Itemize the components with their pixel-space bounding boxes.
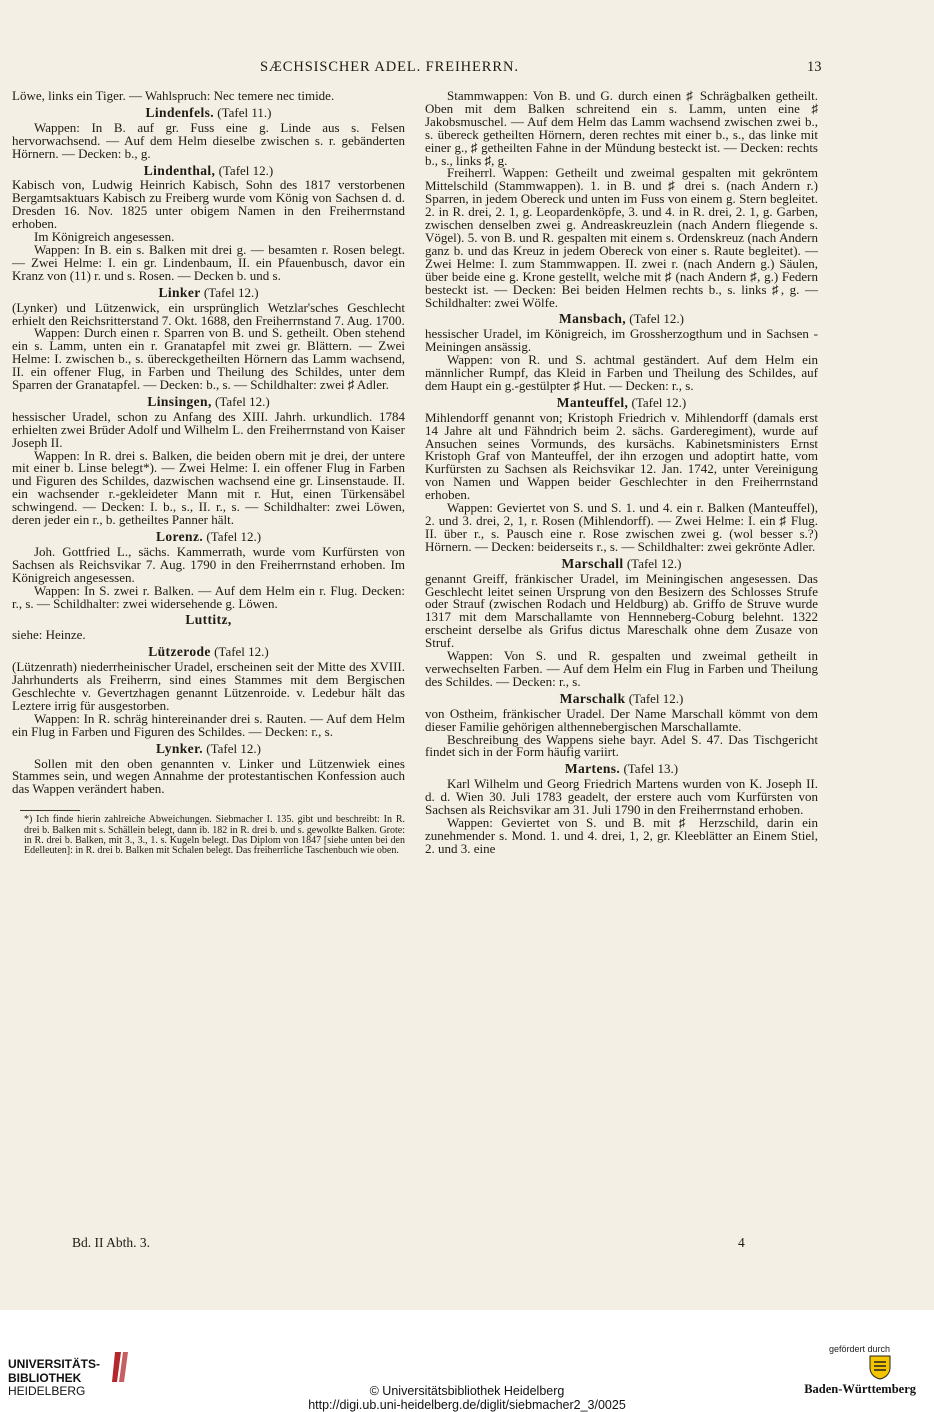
paragraph: Wappen: Durch einen r. Sparren von B. und S. getheilt. Oben stehend ein s. Lamm, unten ein r. Granatapfel mit zwei gr. Blättern. — Zwei Helme: I. zwischen b., s. übereckgetheilten Hörnern das Lamm wachsend, II. ein offener Flug, in Farben und Theilung des Schildes, unter dem Sparren der Granatapfel. — Decken: b., s. — Schildhalter: zwei ♯ Adler.	[12, 325, 405, 393]
signature-line	[0, 1235, 934, 1255]
university-name: UNIVERSITÄTS- BIBLIOTHEK HEIDELBERG	[8, 1357, 101, 1398]
footer-bar	[0, 1310, 934, 1411]
paragraph: siehe: Heinze.	[12, 627, 86, 643]
running-header	[0, 53, 934, 79]
entry-heading: Lindenthal, (Tafel 12.)	[143, 162, 274, 178]
entry-heading: Mansbach, (Tafel 12.)	[559, 311, 684, 327]
paragraph: (Lützenrath) niederrheinischer Uradel, erscheinen seit der Mitte des XVIII. Jahrhunderts als Freiherrn, sind eines Stammes mit dem Bergischen Geschlechte v. Gevertzhagen genannt Lützenroide. v. Ledebur hält das Leztere irrig für ausgestorben.	[12, 659, 405, 713]
paragraph: Mihlendorff genannt von; Kristoph Friedrich v. Mihlendorff (damals erst 14 Jahre alt und Fähndrich beim 2. sächs. Garderegiment), wurde auf Ansuchen seines Vormunds, des kursächs. Kabinetsministers Ernst Kristoph Graf von Manteuffel, der ihn erzogen und adoptirt hatte, vom Kurfürsten zu Sachsen als Reichsvikar 12. Jan. 1742, unter Vereinigung von Namen und Wappen beider Geschlechter in den Freiherrnstand erhoben.	[425, 409, 818, 503]
gathering-number: 4	[738, 1235, 745, 1250]
entry-heading: Lützerode (Tafel 12.)	[148, 644, 269, 660]
entry-heading: Luttitz,	[185, 612, 232, 628]
entry-heading: Marschalk (Tafel 12.)	[559, 690, 684, 706]
volume-signature: Bd. II Abth. 3.	[72, 1235, 151, 1250]
paragraph: hessischer Uradel, im Königreich, im Grossherzogthum und in Sachsen - Meiningen ansässig.	[425, 326, 818, 355]
paragraph: Wappen: Geviertet von S. und S. 1. und 4. ein r. Balken (Manteuffel), 2. und 3. drei, 2, 1, r. Rosen (Mihlendorff). — Zwei Helme: I. ein ♯ Flug. II. über r., s. Pausch eine r. Rose zwischen zwei g. (wol besser s.?) Hörnern. — Decken: beiderseits r., s. — Schildhalter: zwei gekrönte Adler.	[425, 500, 818, 554]
entry-heading: Marschall (Tafel 12.)	[561, 555, 682, 571]
paragraph: Im Königreich angesessen.	[34, 229, 175, 245]
paragraph: Beschreibung des Wappens siehe bayr. Adel S. 47. Das Tischgericht findet sich in der Form häufig variirt.	[425, 731, 818, 760]
paragraph: genannt Greiff, fränkischer Uradel, im Meiningischen angesessen. Das Geschlecht leitet seinen Ursprung von den Besizern des Schlosses Strufe oder Strauf (zwischen Rodach und Heldburg) ab. Griffo de Struve wurde 1317 mit dem Marschallamte von Hennneberg-Coburg belehnt. 1322 erscheint derselbe als Grifus dictus Mareschalk ohne dem Zusaze von Struf.	[425, 570, 818, 651]
entry-heading: Lindenfels. (Tafel 11.)	[145, 104, 272, 120]
left-column	[12, 90, 405, 857]
entry-heading: Linker (Tafel 12.)	[158, 284, 259, 300]
paragraph: Wappen: In R. drei s. Balken, die beiden obern mit je drei, der untere mit einer b. Linse belegt*). — Zwei Helme: I. ein offener Flug in Farben und Figuren des Schildes, dazwischen wachsend eine gr. Linsenstaude. II. ein wachsender r.-gekleideter Mann mit r. Hut, einen Türkensäbel schwingend. — Decken: I. b., s., II. r., s. — Schildhalter: zwei Löwen, deren jeder ein r., b. getheiltes Panner hält.	[12, 447, 405, 528]
footnote-rule	[20, 810, 80, 811]
paragraph: (Lynker) und Lützenwick, ein ursprünglich Wetzlar'sches Geschlecht erhielt den Reichsritterstand 7. Okt. 1688, den Freiherrnstand 7. Aug. 1700.	[12, 299, 405, 328]
paragraph: von Ostheim, fränkischer Uradel. Der Name Marschall kömmt von dem dieser Familie gehörigen althennebergischen Marschallamte.	[425, 705, 818, 734]
paragraph: Sollen mit den oben genannten v. Linker und Lützenwiek eines Stammes sein, und wegen Annahme der protestantischen Konfession auch das Wappen verändert haben.	[12, 755, 405, 797]
paragraph: Stammwappen: Von B. und G. durch einen ♯ Schrägbalken getheilt. Oben mit dem Balken schreitend ein s. Lamm, unten eine ♯ Jakobsmuschel. — Auf dem Helm das Lamm wachsend zwischen zwei b., s. übereck getheilten Hörnern, deren rechtes mit einer b., s., das linke mit einer g., ♯ getheilten Fahne in der Mündung besteckt ist. — Decken: rechts b., s., links ♯, g.	[425, 88, 818, 168]
right-column	[425, 90, 818, 856]
paragraph: Wappen: In B. auf gr. Fuss eine g. Linde aus s. Felsen hervorwachsend. — Auf dem Helm dieselbe zwischen s. r. gebänderten Hörnern. — Decken: b., g.	[12, 119, 405, 161]
entry-heading: Manteuffel, (Tafel 12.)	[556, 394, 687, 410]
coat-of-arms-icon	[868, 1354, 892, 1380]
paragraph: Joh. Gottfried L., sächs. Kammerrath, wurde vom Kurfürsten von Sachsen als Reichsvikar 7. Aug. 1790 in den Freiherrnstand erhoben. Im Königreich angesessen.	[12, 543, 405, 585]
entry-heading: Lorenz. (Tafel 12.)	[155, 529, 262, 544]
sponsor-name: Baden-Württemberg	[804, 1382, 916, 1396]
paragraph: Wappen: Geviertet von S. und B. mit ♯ Herzschild, darin ein zunehmender s. Mond. 1. und 4. drei, 1, 2, gr. Kleeblätter an Einem Stiel, 2. und 3. eine	[425, 814, 818, 856]
paragraph: Wappen: In B. ein s. Balken mit drei g. — besamten r. Rosen belegt. — Zwei Helme: I. ein gr. Lindenbaum, II. ein Pfauenbusch, davor ein Kranz von (11) r. und s. Rosen. — Decken b. und s.	[12, 241, 405, 283]
running-title: SÆCHSISCHER ADEL. FREIHERRN.	[260, 59, 519, 75]
paragraph: hessischer Uradel, schon zu Anfang des XIII. Jahrh. urkundlich. 1784 erhielten zwei Brüder Adolf und Wilhelm L. den Freiherrnstand von Kaiser Joseph II.	[12, 408, 405, 450]
paragraph: Wappen: Von S. und R. gespalten und zweimal getheilt in verwechselten Farben. — Auf dem Helm ein Flug in Farben und Theilung des Schildes. — Decken: r., s.	[425, 648, 818, 689]
paragraph: Kabisch von, Ludwig Heinrich Kabisch, Sohn des 1817 verstorbenen Bergamtsaktuars Kabisch zu Freiberg wurde vom König von Sachsen d. d. Dresden 16. Nov. 1825 unter obigem Namen in den Freiherrnstand erhoben.	[12, 177, 405, 232]
paragraph: Karl Wilhelm und Georg Friedrich Martens wurden von K. Joseph II. d. d. Wien 30. Juli 1783 geadelt, der erstere auch vom Kurfürsten von Sachsen als Reichsvikar am 31. Juli 1790 in den Freiherrnstand erhoben.	[425, 776, 818, 818]
entry-heading: Linsingen, (Tafel 12.)	[147, 393, 270, 409]
paragraph: Wappen: In R. schräg hintereinander drei s. Rauten. — Auf dem Helm ein Flug in Farben und Figuren des Schildes. — Decken: r., s.	[12, 710, 405, 739]
page-number: 13	[807, 59, 822, 75]
paragraph: Wappen: In S. zwei r. Balken. — Auf dem Helm ein r. Flug. Decken: r., s. — Schildhalter: zwei widersehende g. Löwen.	[12, 582, 405, 611]
sponsor-label: gefördert durch	[828, 1344, 890, 1354]
entry-heading: Lynker. (Tafel 12.)	[156, 740, 261, 756]
paragraph: Löwe, links ein Tiger. — Wahlspruch: Nec temere nec timide.	[12, 88, 335, 103]
footnote: *) Ich finde hierin zahlreiche Abweichungen. Siebmacher I. 135. gibt und beschreibt: In R. drei b. Balken mit s. Schällein belegt, dann ib. 182 in R. drei b. und s. gewolkte Balken. Grote: in R. drei b. Balken, mit 3., 3., 1. s. Kugeln belegt. Das Diplom von 1847 [siehe unten bei den Edelleuten]: in R. drei b. Balken mit Schalen belegt. Das freiherrliche Taschenbuch wie oben.	[24, 814, 405, 857]
university-logo-icon	[112, 1350, 128, 1384]
copyright-notice: © Universitätsbibliothek Heidelberg http://digi.ub.uni-heidelberg.de/diglit/siebmacher2_3/0025	[0, 1384, 934, 1412]
paragraph: Freiherrl. Wappen: Getheilt und zweimal gespalten mit gekröntem Mittelschild (Stammwappen). 1. in B. und ♯ drei s. (nach Andern r.) Sparren, in jedem Obereck und unten im Fuss von einem g. Stern begleitet. 2. in R. drei, 2. 1, g. Leopardenköpfe, 3. und 4. in R. drei, 2. 1, g. Garben, zwischen denselben zwei g. Andreaskreuzlein (nach Andern fliegende s. Vögel). 5. von B. und R. gespalten mit einem s. Ordenskreuz (nach Andern ganz b. und das Kreuz in jedem Obereck von einer s. Raute begleitet). — Zwei Helme: I. zum Stammwappen. II. zwei r. (nach Andern g.) Säulen, über beide eine g. Krone gestellt, welche mit ♯ (nach Andern ♯, g.) Federn besteckt ist. — Decken: Bei beiden Helmen rechts b., s. links ♯, g. — Schildhalter: zwei Wölfe.	[425, 165, 818, 310]
paragraph: Wappen: von R. und S. achtmal geständert. Auf dem Helm ein männlicher Rumpf, das Kleid in Farben und Theilung des Schildes, auf dem Haupt ein g.-gestülpter ♯ Hut. — Decken: r., s.	[425, 352, 818, 393]
permalink[interactable]: http://digi.ub.uni-heidelberg.de/diglit/siebmacher2_3/0025	[308, 1398, 626, 1412]
entry-heading: Martens. (Tafel 13.)	[564, 761, 679, 777]
